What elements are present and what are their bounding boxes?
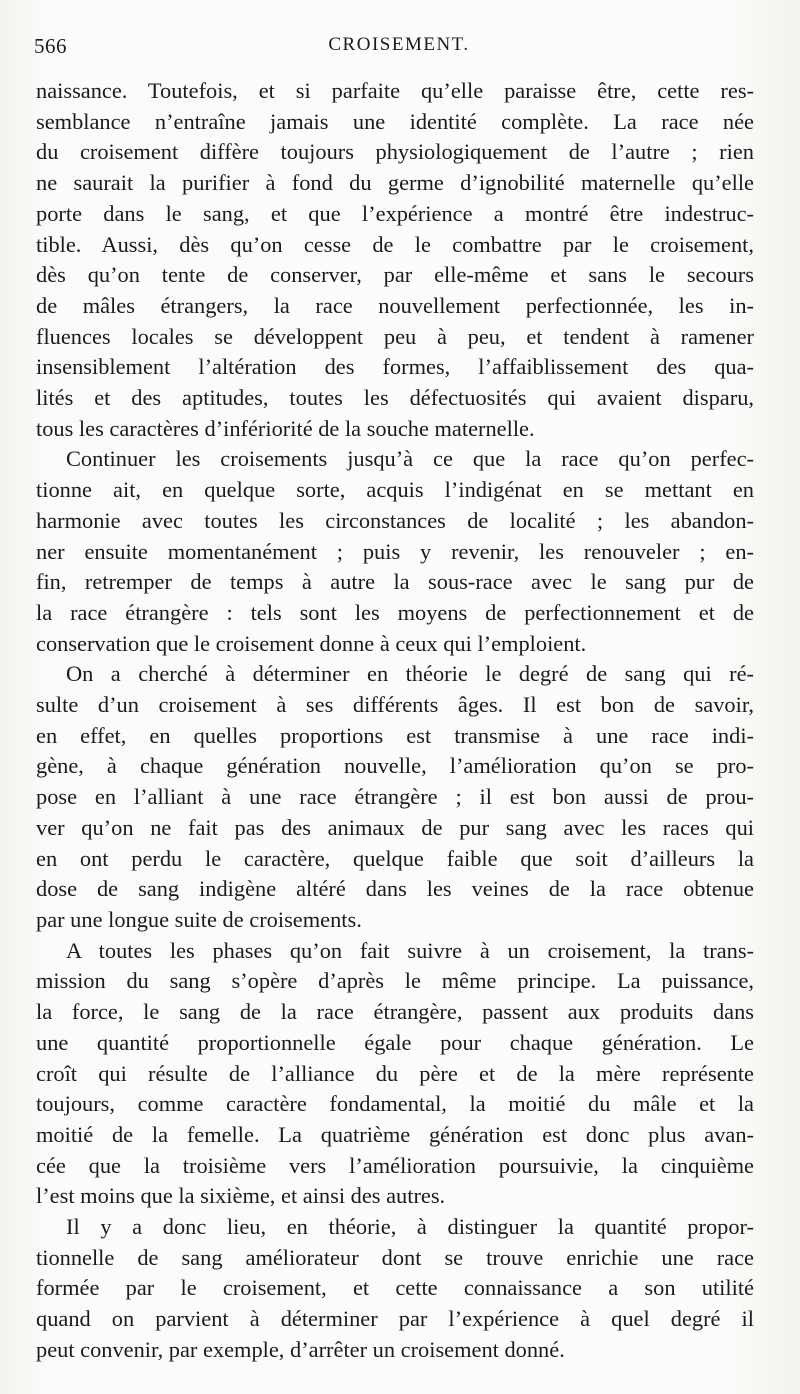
text-line: Continuer les croisements jusqu’à ce que la race qu’on perfec- <box>66 446 754 472</box>
text-line: pose en l’alliant à une race étrangère ; il est bon aussi de prou- <box>36 784 754 810</box>
text-line: la force, le sang de la race étrangère, passent aux produits dans <box>36 999 754 1025</box>
text-line: tible. Aussi, dès qu’on cesse de le combattre par le croisement, <box>36 231 754 257</box>
text-line: une quantité proportionnelle égale pour chaque génération. Le <box>36 1029 754 1055</box>
text-line: gène, à chaque génération nouvelle, l’amélioration qu’on se pro- <box>36 753 754 779</box>
paragraph <box>36 1212 754 1366</box>
text-line: en effet, en quelles proportions est transmise à une race indi- <box>36 722 754 748</box>
text-line: du croisement diffère toujours physiologiquement de l’autre ; rien <box>36 139 754 165</box>
text-line: dose de sang indigène altéré dans les veines de la race obtenue <box>36 876 754 902</box>
paragraph <box>36 444 754 659</box>
text-line: harmonie avec toutes les circonstances de localité ; les abandon- <box>36 507 754 533</box>
text-line: quand on parvient à déterminer par l’expérience à quel degré il <box>36 1306 754 1332</box>
text-line: sulte d’un croisement à ses différents âges. Il est bon de savoir, <box>36 692 754 718</box>
text-line: fin, retremper de temps à autre la sous-race avec le sang pur de <box>36 569 754 595</box>
text-line: tionnelle de sang améliorateur dont se trouve enrichie une race <box>36 1244 754 1270</box>
text-line: On a cherché à déterminer en théorie le degré de sang qui ré- <box>66 661 754 687</box>
text-line: croît qui résulte de l’alliance du père et de la mère représente <box>36 1060 754 1086</box>
page-header <box>34 30 764 64</box>
text-line: formée par le croisement, et cette connaissance a son utilité <box>36 1275 754 1301</box>
text-line: par une longue suite de croisements. <box>36 906 362 932</box>
text-line: lités et des aptitudes, toutes les défectuosités qui avaient disparu, <box>36 385 754 411</box>
text-line: tionne ait, en quelque sorte, acquis l’indigénat en se mettant en <box>36 477 754 503</box>
text-line: l’est moins que la sixième, et ainsi des autres. <box>36 1183 446 1209</box>
text-line: moitié de la femelle. La quatrième génération est donc plus avan- <box>36 1121 754 1147</box>
paragraph <box>36 659 754 935</box>
text-line: naissance. Toutefois, et si parfaite qu’elle paraisse être, cette res- <box>36 78 754 103</box>
paragraph <box>36 76 754 444</box>
text-line: ne saurait la purifier à fond du germe d’ignobilité maternelle qu’elle <box>36 170 754 196</box>
text-line: Il y a donc lieu, en théorie, à distinguer la quantité propor- <box>66 1214 754 1240</box>
page-body <box>36 76 754 1366</box>
text-line: A toutes les phases qu’on fait suivre à un croisement, la trans- <box>66 937 754 963</box>
text-line: cée que la troisième vers l’amélioration poursuivie, la cinquième <box>36 1152 754 1178</box>
text-line: ner ensuite momentanément ; puis y revenir, les renouveler ; en- <box>36 538 754 564</box>
text-line: semblance n’entraîne jamais une identité complète. La race née <box>36 108 754 134</box>
text-line: ver qu’on ne fait pas des animaux de pur sang avec les races qui <box>36 814 754 840</box>
paragraph <box>36 936 754 1212</box>
text-line: porte dans le sang, et que l’expérience a montré être indestruc- <box>36 200 754 226</box>
text-line: tous les caractères d’infériorité de la souche maternelle. <box>36 415 535 441</box>
text-line: peut convenir, par exemple, d’arrêter un croisement donné. <box>36 1336 565 1362</box>
text-line: de mâles étrangers, la race nouvellement perfectionnée, les in- <box>36 292 754 318</box>
text-line: dès qu’on tente de conserver, par elle-même et sans le secours <box>36 262 754 288</box>
text-line: la race étrangère : tels sont les moyens de perfectionnement et de <box>36 599 754 625</box>
text-line: fluences locales se développent peu à peu, et tendent à ramener <box>36 323 754 349</box>
text-line: toujours, comme caractère fondamental, la moitié du mâle et la <box>36 1091 754 1117</box>
running-head: CROISEMENT. <box>328 34 470 55</box>
text-line: conservation que le croisement donne à ceux qui l’emploient. <box>36 630 587 656</box>
text-line: en ont perdu le caractère, quelque faible que soit d’ailleurs la <box>36 845 754 871</box>
page-number: 566 <box>34 34 67 58</box>
text-line: mission du sang s’opère d’après le même principe. La puissance, <box>36 968 754 994</box>
text-line: insensiblement l’altération des formes, l’affaiblissement des qua- <box>36 354 754 380</box>
